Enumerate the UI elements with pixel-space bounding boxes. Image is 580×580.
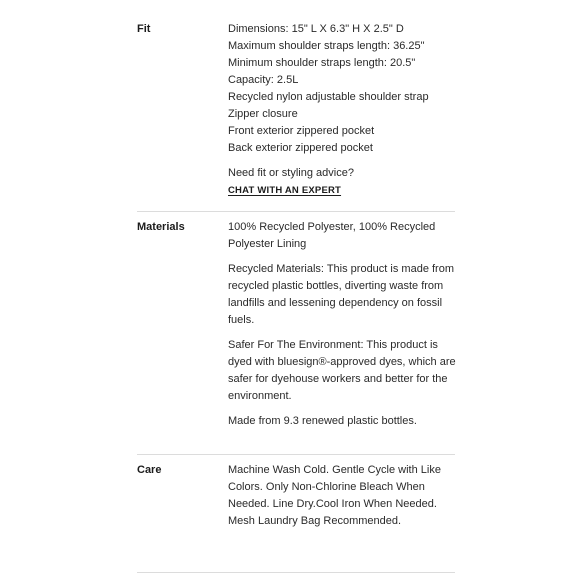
chat-with-expert-link[interactable]: CHAT WITH AN EXPERT	[228, 185, 342, 196]
styling-advice	[228, 165, 457, 199]
materials-details	[228, 212, 457, 430]
fit-line: Minimum shoulder straps length: 20.5"	[228, 57, 416, 69]
fit-label: Fit	[137, 23, 151, 35]
care-label: Care	[137, 464, 162, 476]
materials-label: Materials	[137, 221, 185, 233]
fit-section	[137, 14, 457, 208]
materials-section	[137, 212, 457, 453]
product-details-panel	[137, 14, 457, 573]
advice-text: Need fit or styling advice?	[228, 167, 354, 179]
care-details	[228, 455, 457, 530]
fit-line: Maximum shoulder straps length: 36.25"	[228, 40, 425, 52]
section-divider	[137, 572, 455, 573]
materials-paragraph: 100% Recycled Polyester, 100% Recycled Polyester Lining	[228, 221, 436, 250]
fit-line: Dimensions: 15" L X 6.3" H X 2.5" D	[228, 23, 404, 35]
materials-paragraph: Safer For The Environment: This product is dyed with bluesign®-approved dyes, which are safer for dyehouse workers and better for the environment.	[228, 339, 456, 402]
care-section	[137, 455, 457, 571]
care-paragraph: Machine Wash Cold. Gentle Cycle with Like Colors. Only Non-Chlorine Bleach When Needed. Line Dry.Cool Iron When Needed. Mesh Laundry Bag Recommended.	[228, 464, 441, 527]
materials-paragraph: Made from 9.3 renewed plastic bottles.	[228, 415, 417, 427]
fit-details	[228, 14, 457, 199]
fit-line: Back exterior zippered pocket	[228, 142, 373, 154]
fit-line: Front exterior zippered pocket	[228, 125, 375, 137]
fit-line: Zipper closure	[228, 108, 298, 120]
materials-paragraph: Recycled Materials: This product is made from recycled plastic bottles, diverting waste from landfills and lessening dependency on fossil fuels.	[228, 263, 454, 326]
fit-line: Recycled nylon adjustable shoulder strap	[228, 91, 429, 103]
fit-line: Capacity: 2.5L	[228, 74, 299, 86]
